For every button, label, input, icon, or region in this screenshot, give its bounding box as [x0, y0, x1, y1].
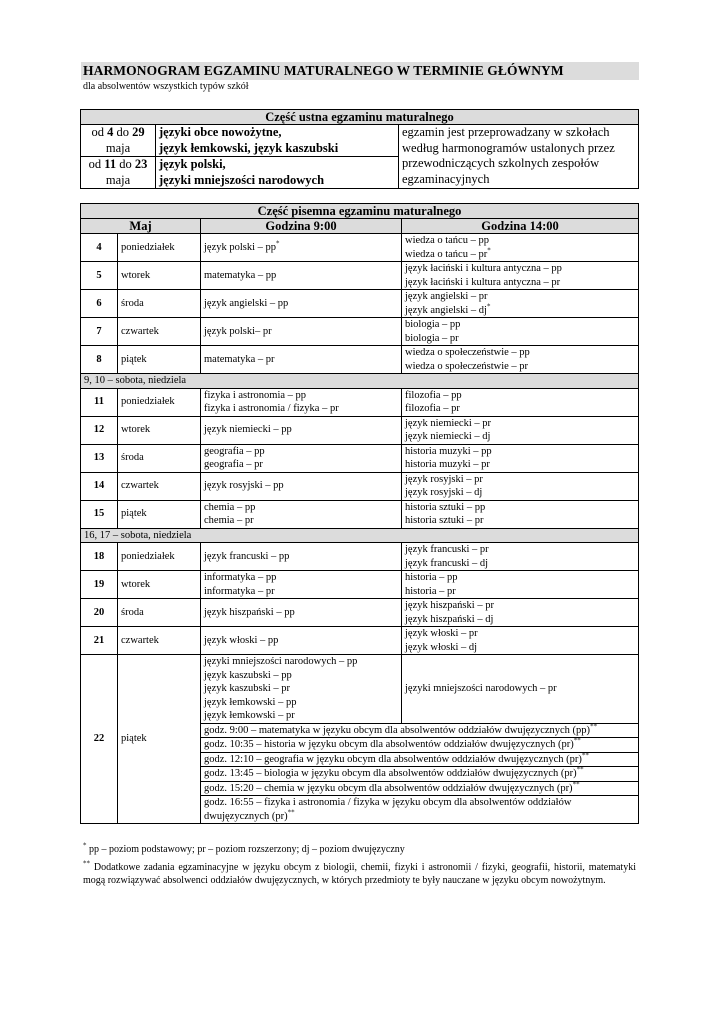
exam-entry: godz. 9:00 – matematyka w języku obcym dla absolwentów oddziałów dwujęzycznych (pp)	[204, 724, 591, 736]
day-number: 11	[81, 388, 118, 416]
exam-entry: geografia – pp	[204, 445, 265, 457]
oral-dates-1: od 4 do 29 maja	[81, 125, 156, 157]
day-number: 7	[81, 318, 118, 346]
day-row	[81, 500, 639, 528]
exam-am	[201, 500, 402, 528]
day-number: 8	[81, 346, 118, 374]
oral-dates-2: od 11 do 23 maja	[81, 157, 156, 189]
exam-entry: język francuski – pp	[204, 550, 290, 562]
day-number: 5	[81, 262, 118, 290]
footnote-marker: *	[83, 841, 87, 850]
weekday: piątek	[118, 655, 201, 824]
footnote-2: ** Dodatkowe zadania egzaminacyjne w języku obcym z biologii, chemii, fizyki i astronomii / fizyki, geografii, historii, matematyki mogą rozwiązywać absolwenci oddziałów dwujęzycznych, w których przedmioty te były nauczane w języku obcym nowożytnym.	[83, 859, 636, 886]
exam-entry: języki mniejszości narodowych – pp	[204, 656, 358, 667]
weekday: środa	[118, 599, 201, 627]
exam-entry: języki mniejszości narodowych – pr	[405, 683, 557, 694]
day-row	[81, 318, 639, 346]
day-number: 18	[81, 543, 118, 571]
day-row	[81, 388, 639, 416]
exam-entry: wiedza o społeczeństwie – pp	[405, 347, 530, 358]
weekday: piątek	[118, 500, 201, 528]
footnote-marker: **	[573, 737, 581, 745]
weekday: środa	[118, 290, 201, 318]
exam-am	[201, 234, 402, 262]
exam-pm	[402, 346, 639, 374]
exam-am	[201, 571, 402, 599]
exam-entry: język rosyjski – pp	[204, 480, 284, 492]
oral-heading: Część ustna egzaminu maturalnego	[81, 110, 639, 125]
day-row	[81, 416, 639, 444]
day-row	[81, 290, 639, 318]
footnote-marker: **	[572, 781, 580, 788]
exam-pm	[402, 472, 639, 500]
oral-exam-table	[80, 109, 639, 189]
day-number: 4	[81, 234, 118, 262]
exam-entry: geografia – pr	[204, 459, 263, 470]
exam-pm	[402, 416, 639, 444]
exam-am	[201, 416, 402, 444]
day-row	[81, 571, 639, 599]
day-number: 14	[81, 472, 118, 500]
exam-entry: język niemiecki – dj	[405, 431, 491, 442]
footnote-marker: **	[83, 859, 90, 868]
weekend-label: 16, 17 – sobota, niedziela	[81, 528, 639, 543]
footnotes	[83, 843, 636, 892]
exam-entry: historia muzyki – pp	[405, 445, 492, 457]
exam-pm	[402, 627, 639, 655]
footnote-marker: **	[581, 752, 589, 759]
footnote-marker: **	[576, 766, 584, 774]
exam-entry: język polski– pr	[204, 325, 272, 337]
weekday: piątek	[118, 346, 201, 374]
written-heading: Część pisemna egzaminu maturalnego	[81, 204, 639, 219]
day-number: 15	[81, 500, 118, 528]
exam-entry: matematyka – pp	[204, 269, 277, 281]
exam-entry: godz. 16:55 – fizyka i astronomia / fizyka w języku obcym dla absolwentów oddziałów dwujęzycznych (pr)	[204, 797, 572, 822]
exam-entry: wiedza o tańcu – pp	[405, 235, 489, 246]
exam-am	[201, 290, 402, 318]
exam-entry: godz. 15:20 – chemia w języku obcym dla absolwentów oddziałów dwujęzycznych (pr)	[204, 782, 573, 794]
oral-subjects-2: język polski, języki mniejszości narodowych	[156, 157, 399, 189]
exam-entry: język hiszpański – pr	[405, 600, 494, 611]
exam-entry: historia – pp	[405, 572, 458, 583]
exam-entry: matematyka – pr	[204, 353, 275, 365]
day-number: 13	[81, 444, 118, 472]
day-number: 21	[81, 627, 118, 655]
exam-entry: język francuski – pr	[405, 544, 489, 555]
exam-entry: język kaszubski – pp	[204, 669, 292, 681]
weekend-row	[81, 528, 639, 543]
col-am: Godzina 9:00	[201, 219, 402, 234]
exam-am	[201, 388, 402, 416]
exam-entry: język rosyjski – pr	[405, 473, 483, 485]
exam-am	[201, 444, 402, 472]
day-row	[81, 234, 639, 262]
exam-entry: język łemkowski – pp	[204, 696, 297, 708]
day-row	[81, 627, 639, 655]
exam-entry: język angielski – pp	[204, 297, 289, 309]
col-month: Maj	[81, 219, 201, 234]
exam-am	[201, 627, 402, 655]
exam-entry: język angielski – dj	[405, 304, 487, 316]
bilingual-note	[201, 796, 639, 824]
exam-entry: historia – pr	[405, 585, 456, 597]
bilingual-note	[201, 781, 639, 796]
exam-am	[201, 599, 402, 627]
exam-am	[201, 262, 402, 290]
day-row	[81, 543, 639, 571]
exam-entry: godz. 10:35 – historia w języku obcym dla absolwentów oddziałów dwujęzycznych (pr)	[204, 739, 574, 750]
footnote-marker: *	[276, 239, 280, 248]
weekday: czwartek	[118, 318, 201, 346]
exam-entry: język włoski – pr	[405, 628, 478, 639]
exam-entry: historia sztuki – pr	[405, 515, 484, 526]
exam-entry: filozofia – pp	[405, 389, 462, 401]
exam-entry: język łaciński i kultura antyczna – pr	[405, 276, 561, 288]
exam-entry: wiedza o społeczeństwie – pr	[405, 360, 529, 372]
bilingual-note	[201, 767, 639, 782]
exam-am	[201, 472, 402, 500]
day-row	[81, 444, 639, 472]
day-row	[81, 655, 639, 724]
exam-pm	[402, 318, 639, 346]
exam-pm	[402, 290, 639, 318]
weekday: poniedziałek	[118, 234, 201, 262]
exam-entry: język hiszpański – pp	[204, 606, 295, 618]
footnote-marker: **	[287, 808, 295, 816]
weekday: wtorek	[118, 416, 201, 444]
exam-entry: język włoski – pp	[204, 634, 279, 646]
exam-entry: język niemiecki – pr	[405, 417, 492, 429]
exam-entry: język niemiecki – pp	[204, 424, 292, 436]
day-number: 22	[81, 655, 118, 824]
exam-entry: godz. 13:45 – biologia w języku obcym dla absolwentów oddziałów dwujęzycznych (pr)	[204, 768, 577, 779]
exam-entry: informatyka – pp	[204, 572, 277, 583]
day-row	[81, 262, 639, 290]
exam-entry: chemia – pp	[204, 501, 256, 513]
exam-pm	[402, 571, 639, 599]
footnote-1: * pp – poziom podstawowy; pr – poziom rozszerzony; dj – poziom dwujęzyczny	[83, 841, 405, 855]
exam-am	[201, 318, 402, 346]
weekday: czwartek	[118, 472, 201, 500]
weekday: czwartek	[118, 627, 201, 655]
exam-entry: historia muzyki – pr	[405, 459, 490, 470]
exam-entry: język rosyjski – dj	[405, 487, 483, 498]
exam-entry: język angielski – pr	[405, 291, 488, 302]
exam-entry: fizyka i astronomia / fizyka – pr	[204, 403, 339, 414]
footnote-marker: *	[487, 246, 491, 254]
exam-pm	[402, 599, 639, 627]
exam-pm	[402, 655, 639, 724]
weekday: poniedziałek	[118, 388, 201, 416]
day-number: 6	[81, 290, 118, 318]
page-subtitle: dla absolwentów wszystkich typów szkół	[83, 81, 249, 92]
exam-entry: fizyka i astronomia – pp	[204, 389, 307, 401]
bilingual-note	[201, 723, 639, 738]
bilingual-note	[201, 752, 639, 767]
exam-entry: język francuski – dj	[405, 557, 489, 569]
exam-entry: chemia – pr	[204, 515, 254, 526]
exam-entry: godz. 12:10 – geografia w języku obcym dla absolwentów oddziałów dwujęzycznych (pr)	[204, 753, 582, 765]
exam-entry: język polski – pp	[204, 241, 277, 253]
weekday: wtorek	[118, 262, 201, 290]
col-pm: Godzina 14:00	[402, 219, 639, 234]
day-number: 19	[81, 571, 118, 599]
exam-pm	[402, 388, 639, 416]
bilingual-note	[201, 738, 639, 753]
exam-entry: historia sztuki – pp	[405, 501, 486, 513]
weekend-row	[81, 374, 639, 389]
weekend-label: 9, 10 – sobota, niedziela	[81, 374, 639, 389]
exam-entry: język łemkowski – pr	[204, 710, 295, 721]
exam-entry: wiedza o tańcu – pr	[405, 248, 488, 260]
day-row	[81, 599, 639, 627]
oral-info: egzamin jest przeprowadzany w szkołach według harmonogramów ustalonych przez przewodniczących szkolnych zespołów egzaminacyjnych	[399, 125, 639, 189]
exam-pm	[402, 444, 639, 472]
day-number: 12	[81, 416, 118, 444]
exam-entry: biologia – pp	[405, 319, 461, 330]
exam-am	[201, 346, 402, 374]
exam-pm	[402, 500, 639, 528]
footnote-marker: **	[590, 723, 598, 730]
exam-entry: język kaszubski – pr	[204, 683, 291, 694]
written-exam-table	[80, 203, 639, 824]
exam-am	[201, 655, 402, 724]
weekday: wtorek	[118, 571, 201, 599]
page-title: HARMONOGRAM EGZAMINU MATURALNEGO W TERMINIE GŁÓWNYM	[83, 63, 564, 78]
exam-entry: język łaciński i kultura antyczna – pp	[405, 263, 562, 274]
exam-pm	[402, 234, 639, 262]
weekday: poniedziałek	[118, 543, 201, 571]
exam-entry: filozofia – pr	[405, 403, 460, 414]
day-row	[81, 346, 639, 374]
exam-entry: biologia – pr	[405, 332, 459, 344]
day-row	[81, 472, 639, 500]
exam-entry: język hiszpański – dj	[405, 613, 494, 625]
exam-entry: język włoski – dj	[405, 641, 478, 653]
oral-subjects-1: języki obce nowożytne, język łemkowski, język kaszubski	[156, 125, 399, 157]
exam-pm	[402, 262, 639, 290]
exam-am	[201, 543, 402, 571]
exam-pm	[402, 543, 639, 571]
exam-entry: informatyka – pr	[204, 585, 275, 597]
weekday: środa	[118, 444, 201, 472]
footnote-marker: *	[486, 302, 491, 310]
day-number: 20	[81, 599, 118, 627]
